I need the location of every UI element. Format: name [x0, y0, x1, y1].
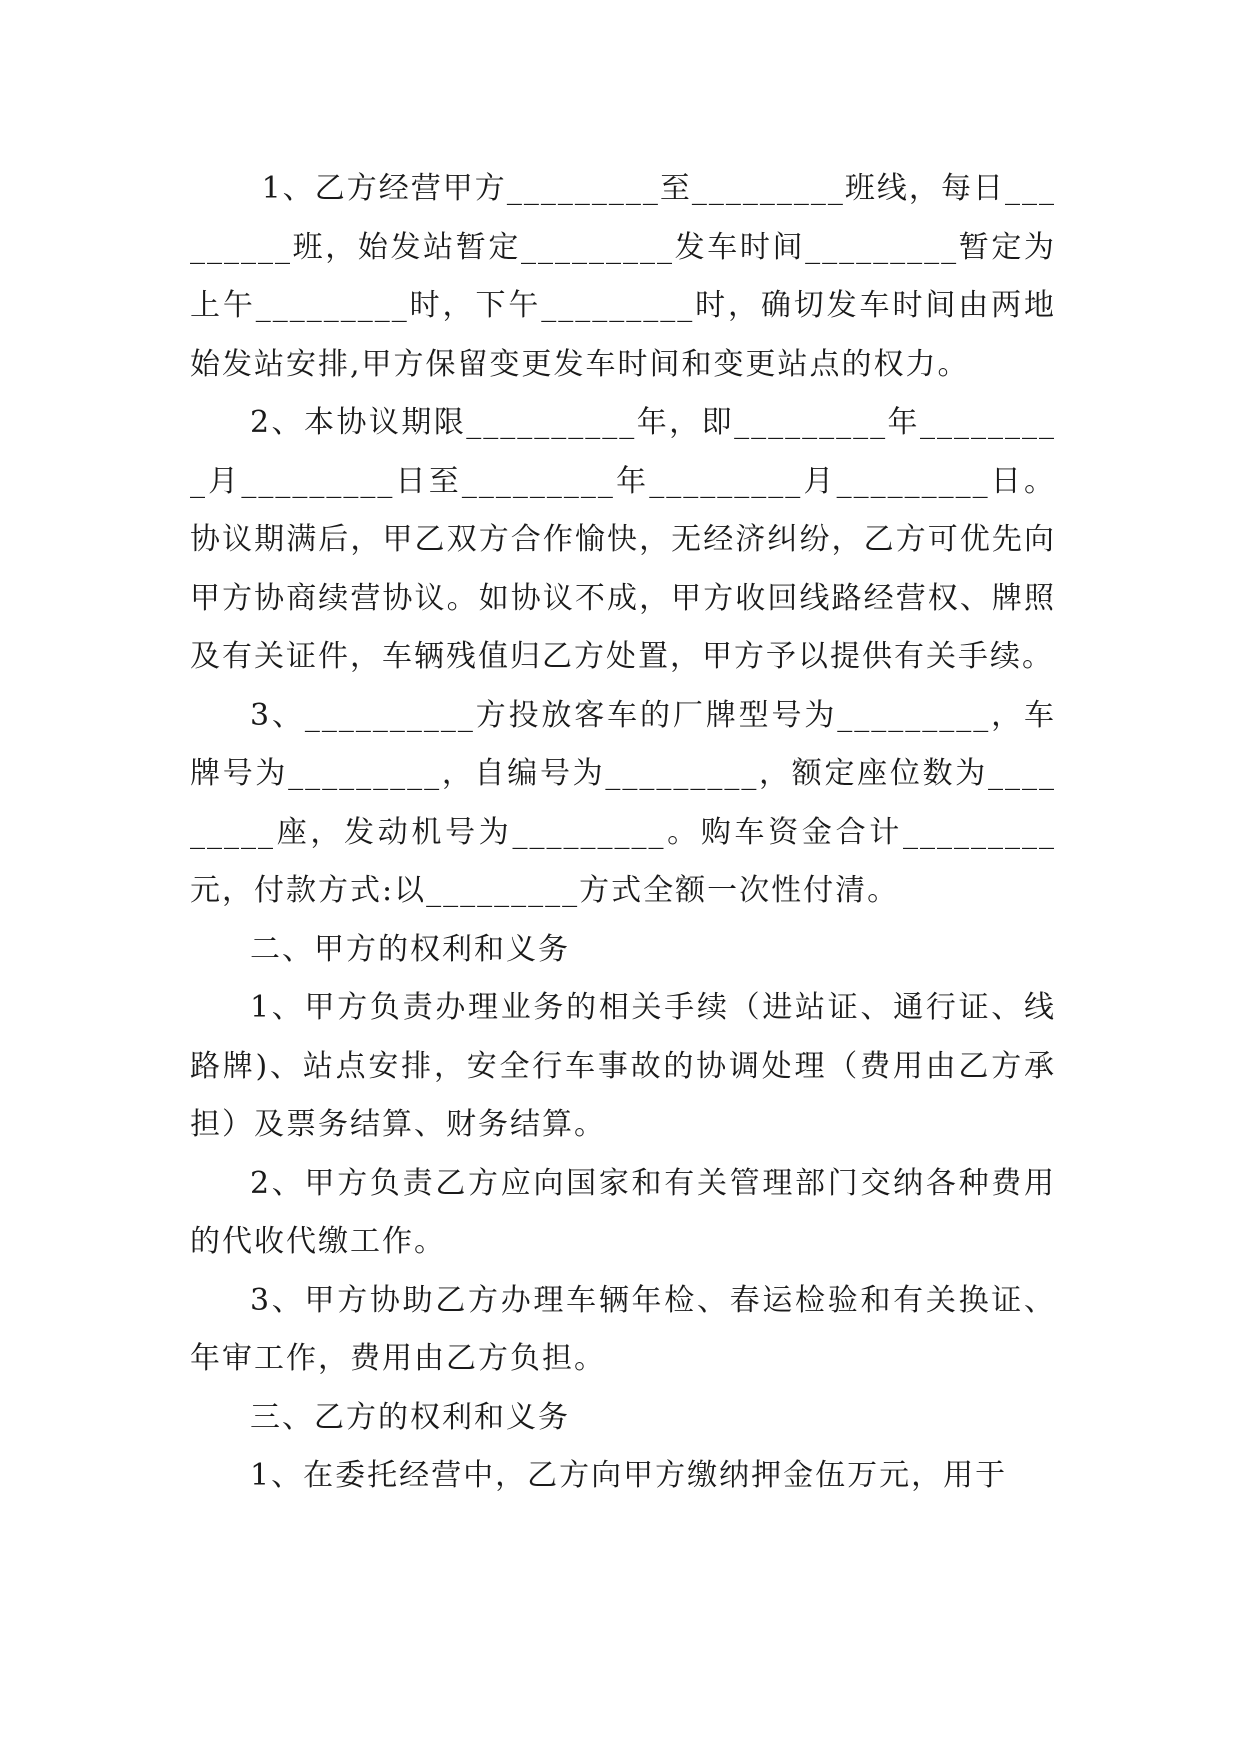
clause-party-a-1: 1、甲方负责办理业务的相关手续（进站证、通行证、线路牌)、站点安排，安全行车事故的协调处理（费用由乙方承担）及票务结算、财务结算。 [190, 990, 1056, 1142]
section-heading-party-a: 二、甲方的权利和义务 [250, 931, 570, 967]
clause-party-a-2: 2、甲方负责乙方应向国家和有关管理部门交纳各种费用的代收代缴工作。 [190, 1165, 1056, 1259]
section-heading-party-b: 三、乙方的权利和义务 [250, 1399, 570, 1435]
clause-agreement-term: 2、本协议期限__________年，即_________年_________月_________日至_________年_________月_________日。协议期满后，甲乙双方合作愉快，无经济纠纷，乙方可优先向甲方协商续营协议。如协议不成，甲方收回线路经营权、牌照及有关证件，车辆残值归乙方处置，甲方予以提供有关手续。 [190, 405, 1056, 674]
clause-party-a-3: 3、甲方协助乙方办理车辆年检、春运检验和有关换证、年审工作，费用由乙方负担。 [190, 1282, 1056, 1376]
document-body [190, 160, 1056, 1506]
clause-vehicle-info: 3、__________方投放客车的厂牌型号为_________，车牌号为_________，自编号为_________，额定座位数为_________座，发动机号为_________。购车资金合计_________元，付款方式:以_________方式全额一次性付清。 [190, 697, 1056, 908]
clause-party-b-1: 1、在委托经营中，乙方向甲方缴纳押金伍万元，用于 [250, 1458, 1008, 1493]
clause-route-operation: 1、乙方经营甲方_________至_________班线，每日_________班，始发站暂定_________发车时间_________暂定为上午_________时，下午_________时，确切发车时间由两地始发站安排,甲方保留变更发车时间和变更站点的权力。 [190, 171, 1056, 382]
